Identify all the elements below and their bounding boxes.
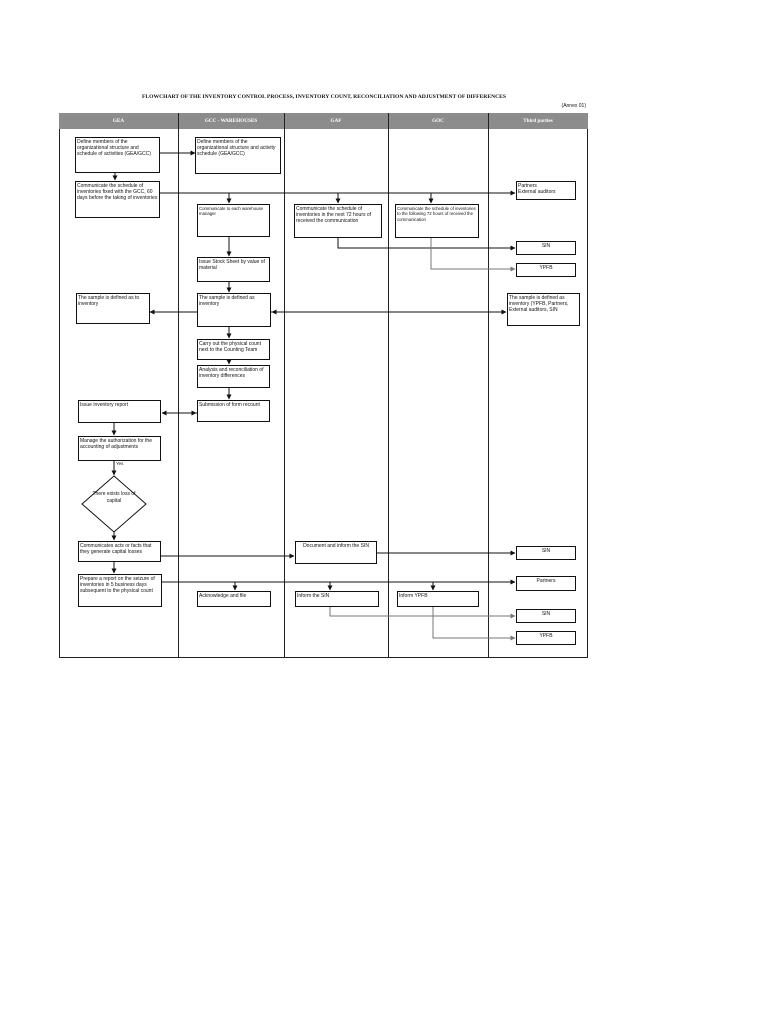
- node-gcc-physical-count: Carry out the physical count next to the Counting Team: [197, 339, 270, 360]
- node-gcc-acknowledge-file: Acknowledge and file: [197, 591, 271, 607]
- node-gea-communicate-schedule: Communicate the schedule of inventories fixed with the GCC, 60 days before the taking of inventories: [75, 181, 160, 218]
- node-gcc-sample-defined: The sample is defined as inventory: [197, 293, 271, 327]
- flowchart-title: FLOWCHART OF THE INVENTORY CONTROL PROCESS, INVENTORY COUNT, RECONCILIATION AND ADJUSTMENT OF DIFFERENCES: [142, 94, 506, 100]
- lane-header-goc: GOC: [388, 113, 488, 129]
- node-gcc-analysis-reconciliation: Analysis and reconciliation of inventory differences: [197, 365, 270, 388]
- node-tp-partners-auditors: Partners External auditors: [516, 181, 576, 200]
- node-gcc-define-members: Define members of the organizational structure and activity schedule (GEA/GCC): [195, 137, 281, 174]
- lane-header-gcc-warehouses: GCC - WAREHOUSES: [178, 113, 284, 129]
- decision-label: There exists loss of capital: [92, 491, 136, 504]
- node-gcc-communicate-manager: Communicate to each warehouse manager: [197, 204, 270, 237]
- lane-header-gea: GEA: [59, 113, 178, 129]
- node-gcc-issue-stock-sheet: Issue Stock Sheet by value of material: [197, 257, 270, 282]
- node-tp-sin: SIN: [516, 241, 576, 255]
- lane-header-gaf: GAF: [284, 113, 388, 129]
- annex-label: (Annex 01): [561, 103, 586, 109]
- node-gcc-submission-recount: Submission of form recount: [197, 400, 270, 422]
- node-gea-communicates-acts: Communicates acts or facts that they generate capital losses: [78, 541, 161, 562]
- node-goc-communicate-schedule: Communicate the schedule of inventories to the following 72 hours of received the communication: [395, 204, 479, 238]
- connector: [433, 607, 515, 638]
- node-gaf-document-inform-sin: Document and inform the SIN: [295, 541, 377, 564]
- connector: [431, 238, 515, 269]
- yes-label: Yes: [116, 461, 124, 466]
- node-gea-define-members: Define members of the organizational structure and schedule of activities (GEA/GCC): [75, 137, 160, 173]
- connector: [338, 238, 515, 248]
- node-tp-sample-defined: The sample is defined as inventory (YPFB, Partners, External auditors, SIN: [507, 293, 580, 326]
- node-gaf-communicate-schedule: Communicate the schedule of inventories in the next 72 hours of received the communication: [294, 204, 382, 238]
- node-gea-sample-defined: The sample is defined as to inventory: [76, 293, 150, 324]
- node-tp-ypfb: YPFB: [516, 263, 576, 277]
- connector: [330, 607, 515, 616]
- node-gea-manage-authorization: Manage the authorization for the accounting of adjustments: [78, 436, 161, 461]
- node-gea-issue-inventory-report: Issue inventory report: [78, 400, 161, 423]
- node-goc-inform-ypfb: Inform YPFB: [397, 591, 479, 607]
- node-tp-partners: Partners: [516, 576, 576, 591]
- node-gaf-inform-sin: Inform the SIN: [295, 591, 379, 607]
- node-tp-ypfb: YPFB: [516, 631, 576, 645]
- node-gea-prepare-report: Prepare a report on the seizure of inventories in 5 business days subsequent to the physical count: [78, 574, 162, 607]
- node-tp-sin: SIN: [516, 609, 576, 623]
- lane-header-third-parties: Third parties: [488, 113, 588, 129]
- node-tp-sin: SIN: [516, 546, 576, 560]
